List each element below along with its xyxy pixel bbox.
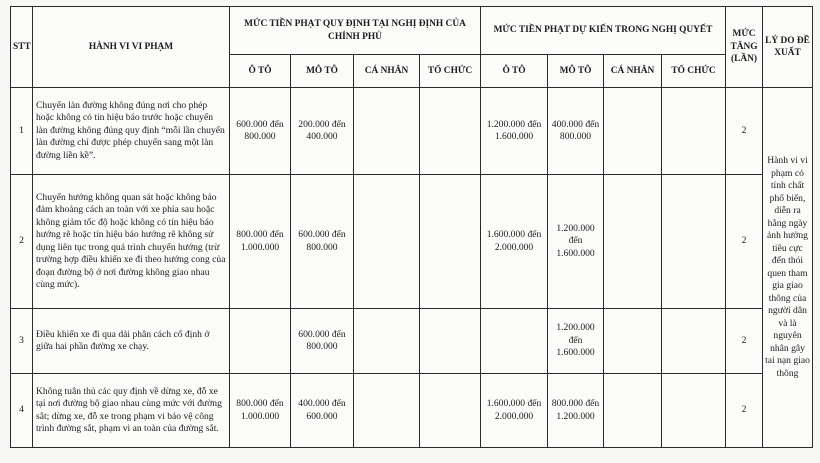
cell-stt: 3 <box>11 309 33 374</box>
cell-violation: Điều khiển xe đi qua dải phân cách cố định ở giữa hai phần đường xe chạy. <box>33 309 230 374</box>
cell-reason: Hành vi vi phạm có tính chất phổ biến, diễn ra hằng ngày ảnh hưởng tiêu cực đến thói quen tham gia giao thông của người dân và là nguyên nhân gây tai nạn giao thông <box>763 88 813 448</box>
header-gov-fines: MỨC TIỀN PHẠT QUY ĐỊNH TẠI NGHỊ ĐỊNH CỦA CHÍNH PHỦ <box>230 7 481 55</box>
fine-comparison-table <box>10 6 813 448</box>
cell-violation: Chuyển hướng không quan sát hoặc không bảo đảm khoảng cách an toàn với xe phía sau hoặc không giảm tốc độ hoặc không có tín hiệu báo hướng rẽ hoặc tín hiệu báo hướng rẽ không sử dụng liên tục trong quá trình chuyển hướng (trừ trường hợp điều khiển xe đi theo hướng cong của đoạn đường bộ ở nơi đường không giao nhau cùng mức). <box>33 175 230 309</box>
cell-res-car: 1.200.000 đến 1.600.000 <box>481 88 548 175</box>
cell-gov-org <box>420 374 481 448</box>
cell-res-individual <box>604 309 662 374</box>
header-stt: STT <box>11 7 33 88</box>
cell-res-individual <box>604 88 662 175</box>
cell-increase: 2 <box>726 309 763 374</box>
cell-res-moto: 1.200.000 đến 1.600.000 <box>548 309 604 374</box>
cell-gov-org <box>420 309 481 374</box>
subheader-gov-moto: MÔ TÔ <box>291 55 354 88</box>
cell-gov-moto: 200.000 đến 400.000 <box>291 88 354 175</box>
cell-res-org <box>662 374 726 448</box>
cell-res-individual <box>604 374 662 448</box>
cell-increase: 2 <box>726 374 763 448</box>
subheader-gov-individual: CÁ NHÂN <box>354 55 420 88</box>
cell-res-car: 1.600.000 đến 2.000.000 <box>481 175 548 309</box>
cell-res-car <box>481 309 548 374</box>
cell-res-individual <box>604 175 662 309</box>
cell-gov-individual <box>354 309 420 374</box>
header-violation: HÀNH VI VI PHẠM <box>33 7 230 88</box>
cell-increase: 2 <box>726 88 763 175</box>
cell-gov-org <box>420 88 481 175</box>
cell-res-org <box>662 88 726 175</box>
cell-stt: 2 <box>11 175 33 309</box>
cell-gov-car: 800.000 đến 1.000.000 <box>230 374 291 448</box>
table-row <box>11 175 813 309</box>
cell-gov-individual <box>354 374 420 448</box>
subheader-res-car: Ô TÔ <box>481 55 548 88</box>
cell-increase: 2 <box>726 175 763 309</box>
cell-res-moto: 1.200.000 đến 1.600.000 <box>548 175 604 309</box>
header-reason: LÝ DO ĐỀ XUẤT <box>763 7 813 88</box>
header-row <box>11 7 813 55</box>
cell-res-org <box>662 175 726 309</box>
table-row <box>11 374 813 448</box>
header-increase: MỨC TĂNG (LẦN) <box>726 7 763 88</box>
cell-res-moto: 400.000 đến 800.000 <box>548 88 604 175</box>
cell-violation: Không tuân thủ các quy định về dừng xe, đỗ xe tại nơi đường bộ giao nhau cùng mức với đường sắt; dừng xe, đỗ xe trong phạm vi bảo vệ công trình đường sắt, phạm vi an toàn của đường sắt. <box>33 374 230 448</box>
cell-gov-moto: 600.000 đến 800.000 <box>291 309 354 374</box>
header-resolution-fines: MỨC TIỀN PHẠT DỰ KIẾN TRONG NGHỊ QUYẾT <box>481 7 726 55</box>
cell-res-car: 1.600.000 đến 2.000.000 <box>481 374 548 448</box>
subheader-gov-car: Ô TÔ <box>230 55 291 88</box>
cell-res-org <box>662 309 726 374</box>
cell-gov-moto: 600.000 đến 800.000 <box>291 175 354 309</box>
subheader-res-individual: CÁ NHÂN <box>604 55 662 88</box>
subheader-res-org: TỔ CHỨC <box>662 55 726 88</box>
cell-gov-individual <box>354 175 420 309</box>
cell-gov-moto: 400.000 đến 600.000 <box>291 374 354 448</box>
cell-gov-individual <box>354 88 420 175</box>
cell-gov-car <box>230 309 291 374</box>
cell-res-moto: 800.000 đến 1.200.000 <box>548 374 604 448</box>
cell-stt: 4 <box>11 374 33 448</box>
cell-gov-car: 800.000 đến 1.000.000 <box>230 175 291 309</box>
cell-stt: 1 <box>11 88 33 175</box>
subheader-res-moto: MÔ TÔ <box>548 55 604 88</box>
table-row <box>11 309 813 374</box>
cell-gov-car: 600.000 đến 800.000 <box>230 88 291 175</box>
cell-gov-org <box>420 175 481 309</box>
subheader-gov-org: TỔ CHỨC <box>420 55 481 88</box>
table-row <box>11 88 813 175</box>
cell-violation: Chuyển làn đường không đúng nơi cho phép hoặc không có tín hiệu báo trước hoặc chuyển làn đường không đúng quy định “mỗi lần chuyển làn đường chỉ được phép chuyển sang một làn đường liền kề”. <box>33 88 230 175</box>
